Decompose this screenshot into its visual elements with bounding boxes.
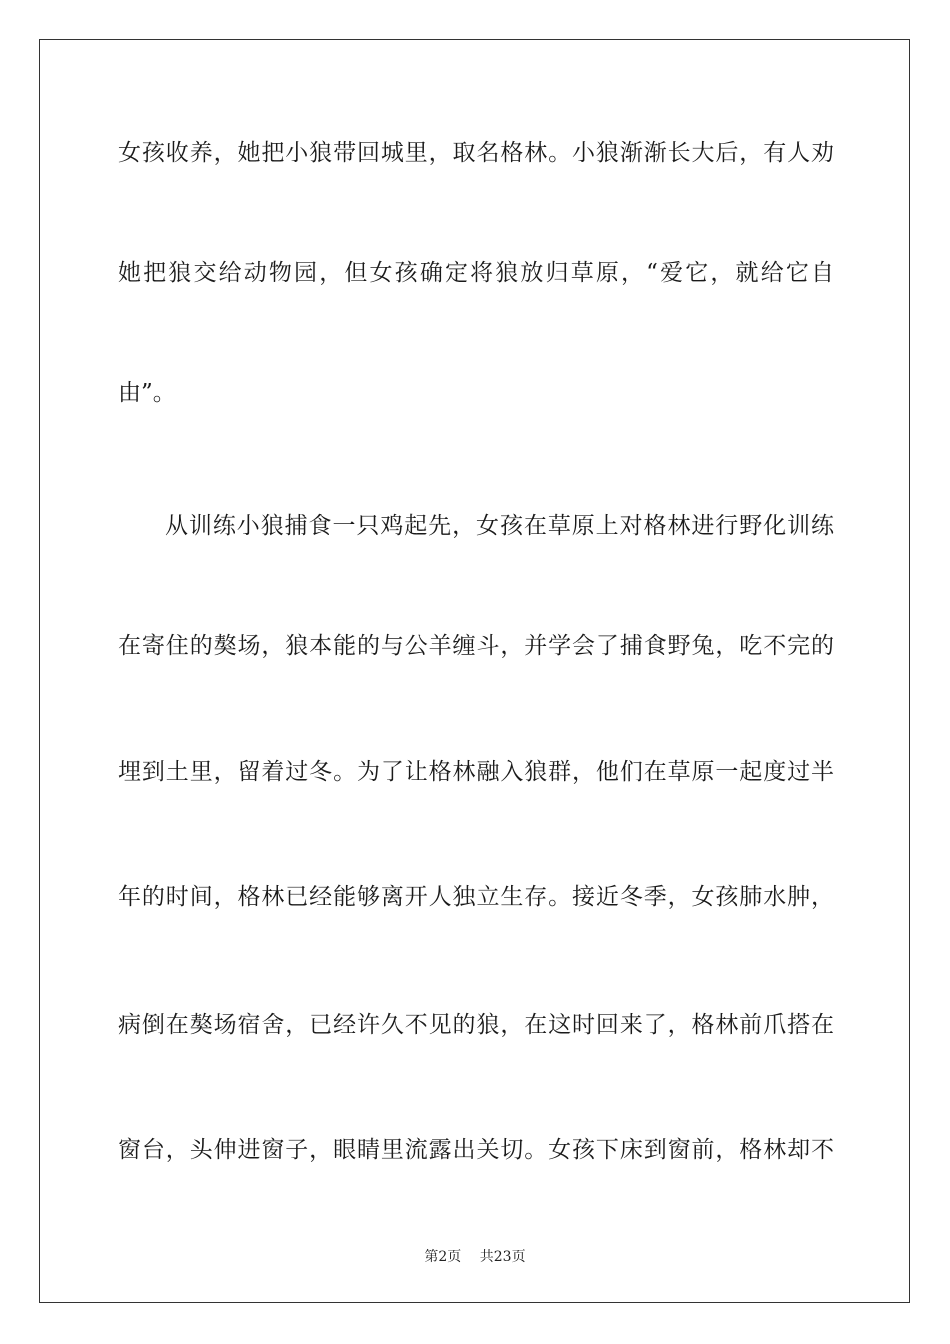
- paragraph-first-line: 从训练小狼捕食一只鸡起先，女孩在草原上对格林进行野化训练: [165, 513, 834, 539]
- page-border: [39, 39, 910, 1303]
- body-text-line: 由”。: [118, 380, 176, 406]
- body-text-line: 她把狼交给动物园，但女孩确定将狼放归草原，“爱它，就给它自: [118, 260, 834, 286]
- body-text-line: 年的时间，格林已经能够离开人独立生存。接近冬季，女孩肺水肿，: [118, 884, 834, 910]
- body-text-line: 埋到土里，留着过冬。为了让格林融入狼群，他们在草原一起度过半: [118, 759, 834, 785]
- page-footer: [0, 1248, 950, 1266]
- page-number: 第2页: [424, 1249, 462, 1265]
- body-text-line: 病倒在獒场宿舍，已经许久不见的狼，在这时回来了，格林前爪搭在: [118, 1012, 834, 1038]
- body-text-line: 女孩收养，她把小狼带回城里，取名格林。小狼渐渐长大后，有人劝: [118, 140, 834, 166]
- body-text-line: 窗台，头伸进窗子，眼睛里流露出关切。女孩下床到窗前，格林却不: [118, 1137, 834, 1163]
- page-total: 共23页: [479, 1249, 526, 1265]
- body-text-line: 在寄住的獒场，狼本能的与公羊缠斗，并学会了捕食野兔，吃不完的: [118, 633, 834, 659]
